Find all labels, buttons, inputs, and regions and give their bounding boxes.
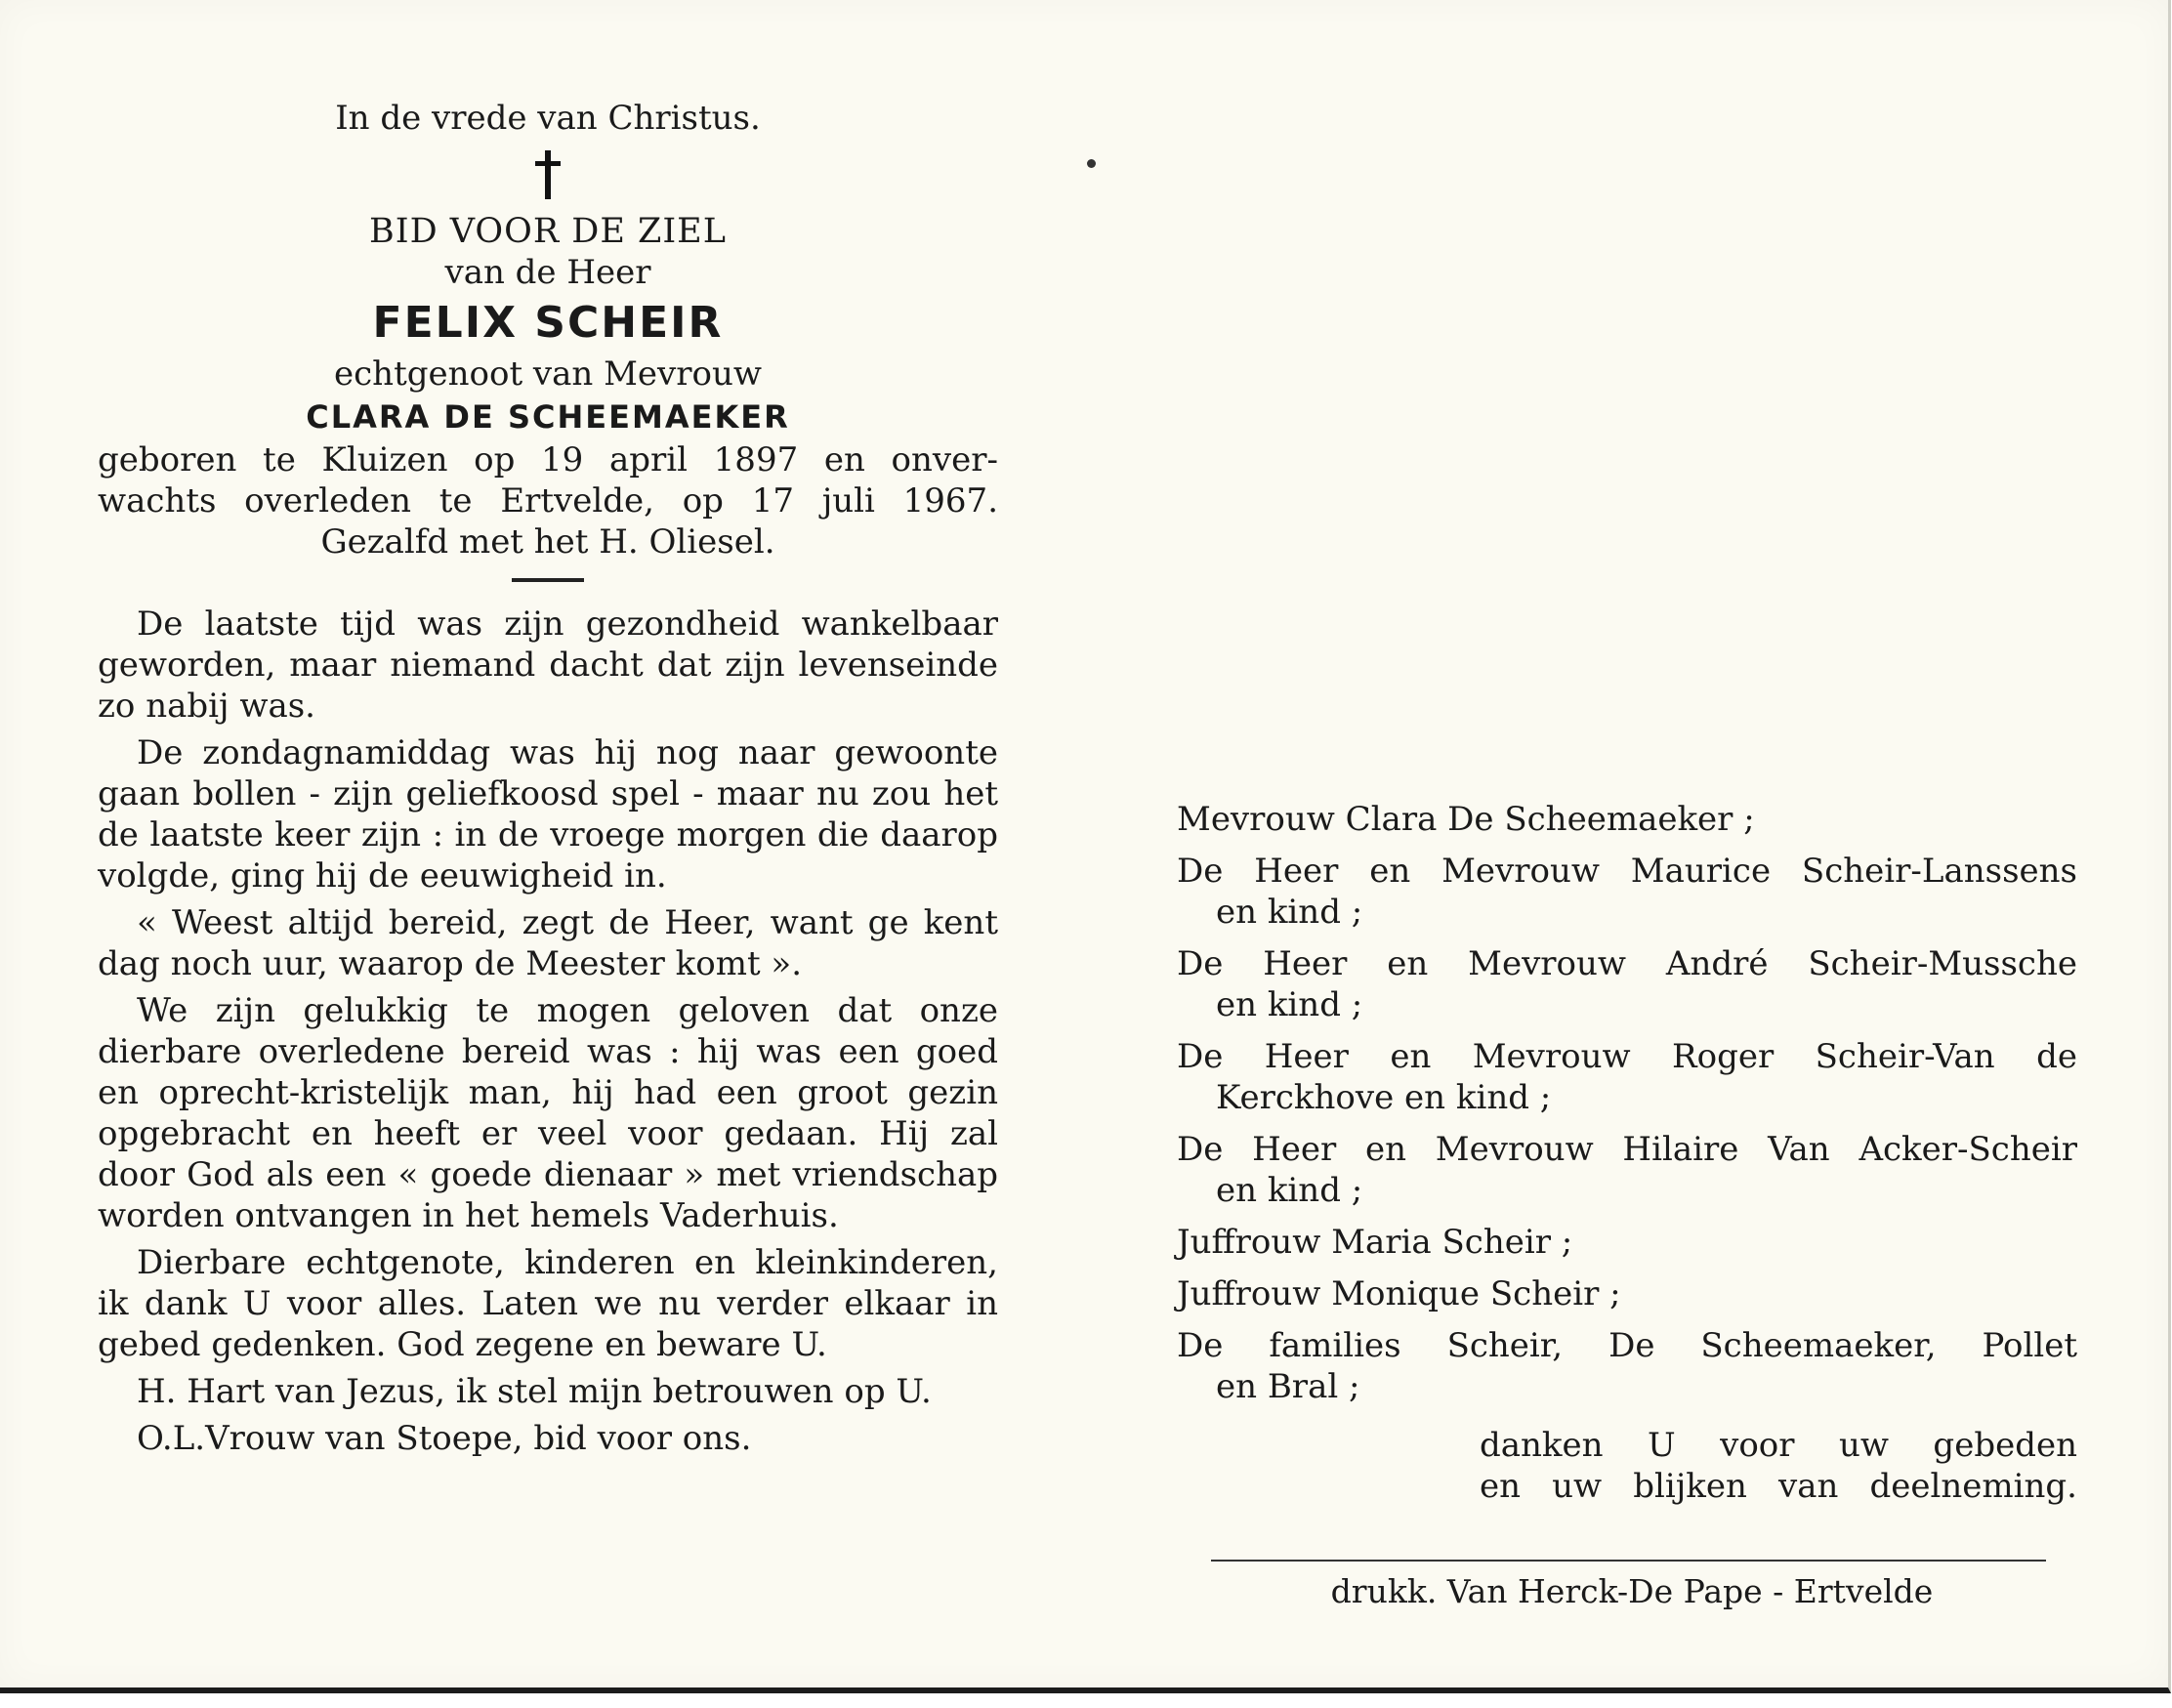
paragraph-5: Dierbare echtgenote, kinderen en kleinkinderen, ik dank U voor alles. Laten we nu verder elkaar in gebed gedenken. God zegene en beware U. xyxy=(98,1243,998,1364)
spouse-intro: echtgenoot van Mevrouw xyxy=(334,354,762,394)
paragraph-1: De laatste tijd was zijn gezondheid wankelbaar geworden, maar niemand dacht dat zijn levenseinde zo nabij was. xyxy=(98,604,998,726)
left-page xyxy=(98,98,998,1465)
family-entry-continuation: en kind ; xyxy=(1216,893,1363,932)
card-header: In de vrede van Christus. xyxy=(335,99,761,138)
spouse-name: CLARA DE SCHEEMAEKER xyxy=(306,398,790,436)
family-entry xyxy=(1177,1222,2077,1263)
right-page xyxy=(1177,799,2077,1612)
paragraph-4: We zijn gelukkig te mogen geloven dat onze dierbare overledene bereid was : hij was een goed en oprecht-kristelijk man, hij had een groot gezin opgebracht en heeft er veel voor gedaan. Hij zal door God als een « goede dienaar » met vriendschap worden ontvangen in het hemels Vaderhuis. xyxy=(98,991,998,1235)
paragraph-2: De zondagnamiddag was hij nog naar gewoonte gaan bollen - zijn geliefkoosd spel - maar nu zou het de laatste keer zijn : in de vroege morgen die daarop volgde, ging hij de eeuwigheid in. xyxy=(98,733,998,896)
family-entry-line: De families Scheir, De Scheemaeker, Pollet xyxy=(1177,1326,2077,1365)
family-entry-line: Mevrouw Clara De Scheemaeker ; xyxy=(1177,800,1755,839)
paragraph-3: « Weest altijd bereid, zegt de Heer, want ge kent dag noch uur, waarop de Meester komt ». xyxy=(98,903,998,983)
footer-rule xyxy=(1211,1560,2046,1562)
thanks-line-2: en uw blijken van deelneming. xyxy=(1480,1467,2077,1506)
printer-credit: drukk. Van Herck-De Pape - Ertvelde xyxy=(1330,1572,1934,1610)
family-entry-continuation: Kerckhove en kind ; xyxy=(1216,1078,1552,1117)
paragraph-7: O.L.Vrouw van Stoepe, bid voor ons. xyxy=(137,1419,752,1458)
ink-speck xyxy=(1087,159,1096,168)
family-entry xyxy=(1177,1273,2077,1314)
birth-line-1: geboren te Kluizen op 19 april 1897 en onver- xyxy=(98,440,998,479)
family-entry xyxy=(1177,1325,2077,1407)
family-entry xyxy=(1177,1036,2077,1118)
family-entry-line: De Heer en Mevrouw André Scheir-Mussche xyxy=(1177,944,2077,983)
family-entry-line: Juffrouw Maria Scheir ; xyxy=(1177,1223,1573,1262)
family-entry-line: Juffrouw Monique Scheir ; xyxy=(1177,1274,1621,1313)
paragraph-6: H. Hart van Jezus, ik stel mijn betrouwen op U. xyxy=(137,1372,932,1411)
family-entry xyxy=(1177,1129,2077,1211)
prayer-title: BID VOOR DE ZIEL xyxy=(369,212,727,251)
family-entry-continuation: en kind ; xyxy=(1216,1171,1363,1210)
cross-icon xyxy=(533,146,563,201)
name-prefix: van de Heer xyxy=(444,253,651,292)
family-entry-continuation: en kind ; xyxy=(1216,985,1363,1024)
separator-line xyxy=(512,578,584,582)
deceased-name: FELIX SCHEIR xyxy=(372,298,724,348)
family-entry xyxy=(1177,851,2077,933)
family-entry-line: De Heer en Mevrouw Maurice Scheir-Lanssens xyxy=(1177,852,2077,891)
thanks-line-1: danken U voor uw gebeden xyxy=(1480,1426,2077,1465)
family-entry-line: De Heer en Mevrouw Roger Scheir-Van de xyxy=(1177,1037,2077,1076)
family-entry-continuation: en Bral ; xyxy=(1216,1367,1360,1406)
birth-line-2: wachts overleden te Ertvelde, op 17 juli 1967. xyxy=(98,481,998,521)
family-entry xyxy=(1177,943,2077,1025)
family-entry-line: De Heer en Mevrouw Hilaire Van Acker-Scheir xyxy=(1177,1130,2077,1169)
anointed-line: Gezalfd met het H. Oliesel. xyxy=(320,522,775,562)
thanks-block xyxy=(1177,1425,2077,1507)
family-entry xyxy=(1177,799,2077,840)
